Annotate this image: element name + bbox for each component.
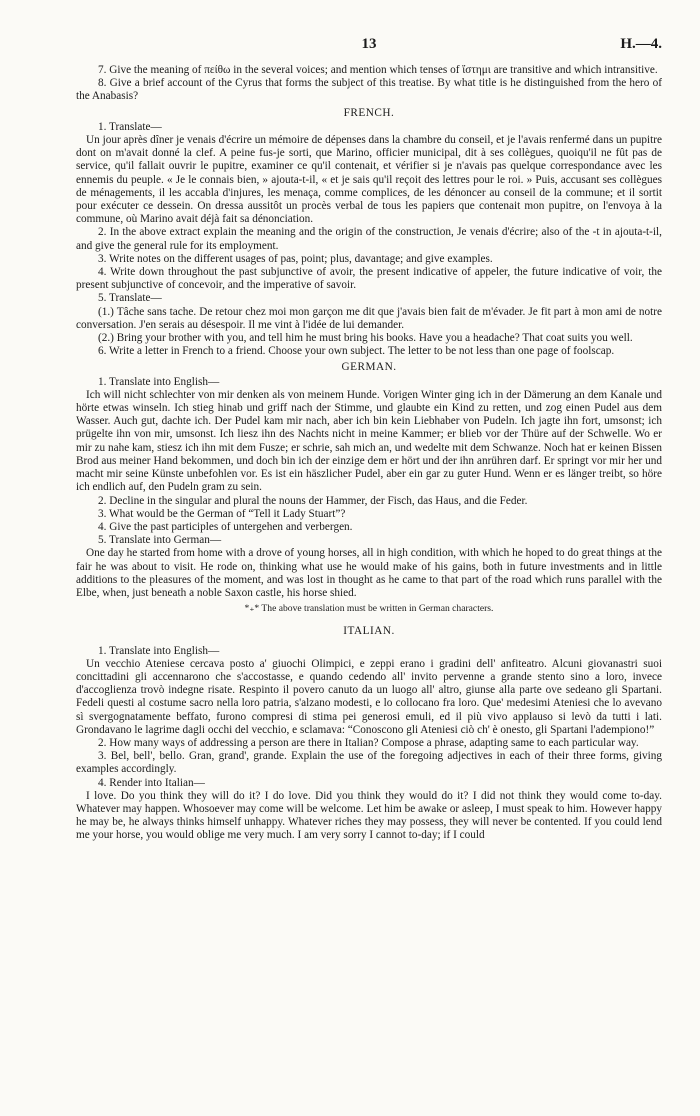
german-question-2: 2. Decline in the singular and plural the nouns der Hammer, der Fisch, das Haus, and die Feder.	[98, 494, 528, 507]
french-translate-2: (2.) Bring your brother with you, and tell him he must bring his books. Have you a headache? That coat suits you well.	[98, 332, 633, 345]
section-heading-italian: ITALIAN.	[343, 625, 395, 638]
german-question-4: 4. Give the past participles of untergehen and verbergen.	[98, 520, 353, 533]
french-question-6: 6. Write a letter in French to a friend. Choose your own subject. The letter to be not less than one page of foolscap.	[98, 345, 615, 358]
german-passage-2: One day he started from home with a drove of young horses, all in high condition, with which he hoped to do great things at the fair he was about to visit. He rode on, thinking what use he would make of his gains, both in future investments and in little additions to the pleasures of the moment, and was lost in thought as he came to that part of the road which runs parallel with the Elbe, when, just beneath a noble Saxon castle, his horse shied.	[76, 547, 662, 599]
french-question-5: 5. Translate—	[98, 292, 162, 305]
page-number: 13	[361, 36, 377, 52]
french-question-1: 1. Translate—	[98, 120, 162, 133]
italian-passage-2: I love. Do you think they will do it? I do love. Did you think they would do it? I did not think they would come to-day. Whatever may happen. Whosoever may come will be welcome. Let him be awake or asleep, I must speak to him. However happy he may be, he always thinks himself unhappy. Whatever riches they may possess, they will never be contented. If you could lend me your horse, you would oblige me very much. I am very sorry I cannot to-day; if I could	[76, 789, 662, 842]
italian-passage: Un vecchio Ateniese cercava posto a' giuochi Olimpici, e zeppi erano i gradini dell' anfiteatro. Alcuni giovanastri suoi concittadini gli accennarono che s'accostasse, e quando cedendo all' invito pervenne a grande stento sino a loro, invece d'accoglienza trovò indegne risate. Respinto il povero canuto da un luogo all' altro, giunse alla parte ove sedeano gli Spartani. Fedeli questi al costume sacro nella loro patria, s'alzano modesti, e lo collocano fra loro. Que' medesimi Ateniesi che lo avevano sì svergognatamente beffato, furono compresi di stima pei generosi emuli, ed il più vivo applauso si levò da tutti i lati. Grondavano le lagrime dagli occhi del vecchio, e sclamava: “Conoscono gli Ateniesi ciò ch' è onesto, gli Spartani l'adempiono!”	[76, 657, 662, 736]
french-question-4: 4. Write down throughout the past subjunctive of avoir, the present indicative of appeler, the future indicative of voir, the present subjunctive of concevoir, and the imperative of savoir.	[76, 266, 662, 292]
question-8: 8. Give a brief account of the Cyrus that forms the subject of this treatise. By what title is he distinguished from the hero of the Anabasis?	[76, 77, 662, 103]
french-question-2: 2. In the above extract explain the meaning and the origin of the construction, Je venais d'écrire; also of the -t in ajouta-t-il, and give the general rule for its employment.	[76, 226, 662, 252]
document-page	[76, 38, 662, 843]
german-note: *₊* The above translation must be written in German characters.	[244, 603, 494, 615]
german-question-3: 3. What would be the German of “Tell it Lady Stuart”?	[98, 507, 346, 520]
french-question-3: 3. Write notes on the different usages of pas, point; plus, davantage; and give examples.	[98, 252, 493, 265]
italian-question-4: 4. Render into Italian—	[98, 776, 205, 789]
italian-question-3: 3. Bel, bell', bello. Gran, grand', grande. Explain the use of the foregoing adjectives in each of their three forms, giving examples accordingly.	[76, 750, 662, 776]
german-question-1: 1. Translate into English—	[98, 375, 220, 388]
french-translate-1: (1.) Tâche sans tache. De retour chez moi mon garçon me dit que j'avais bien fait de m'évader. Je fit part à mon ami de notre conversation. J'en serais au désespoir. Il me vint à l'idée de lui demander.	[76, 305, 662, 331]
section-heading-french: FRENCH.	[343, 106, 395, 119]
page-header	[76, 38, 662, 64]
french-passage: Un jour après dîner je venais d'écrire un mémoire de dépenses dans la chambre du conseil, et je l'avais renfermé dans un pupitre dont on m'avait donné la clef. A peine fus-je sorti, que Marino, officier municipal, dit à ses collègues, quoiqu'il ne fût pas de service, qu'il fallait ouvrir le pupitre, examiner ce qu'il contenait, et vérifier si je n'avais pas quelque correspondance avec les ennemis du peuple. « Je le connais bien, » ajouta-t-il, « et je sais qu'il reçoit des lettres pour le roi. » Puis, accusant ses collègues de ménagements, il les accabla d'injures, les menaça, comme complices, de les dénoncer au conseil de la commune; et il sortit pour exécuter ce dessein. On dressa aussitôt un procès verbal de tous les papiers que contenait mon pupitre, on l'envoya à la commune, où Marino avait déjà fait sa dénonciation.	[76, 134, 662, 226]
german-question-5: 5. Translate into German—	[98, 534, 222, 547]
document-code: H.—4.	[620, 36, 662, 52]
italian-question-1: 1. Translate into English—	[98, 644, 220, 657]
german-passage: Ich will nicht schlechter von mir denken als von meinem Hunde. Vorigen Winter ging ich in der Dämerung an dem Kanale und hörte etwas winseln. Ich stieg hinab und griff nach der Stimme, und glaubte ein Kind zu retten, und zog einen Pudel aus dem Wasser. Auch gut, dachte ich. Der Pudel kam mir nach, aber ich bin kein Liebhaber von Pudeln. Ich jagte ihn fort, umsonst; ich prügelte ihn von mir, umsonst. Ich liesz ihn des Nachts nicht in meine Kammer; er blieb vor der Thüre auf der Schwelle. Wo er mir zu nahe kam, stiesz ich ihn mit dem Fusze; er schrie, sah mich an, und wedelte mit dem Schwanze. Noch hat er keinen Bissen Brod aus meiner Hand bekommen, und doch bin ich der einzige dem er hört und der ihn anrühren darf. Er springt vor mir her und macht mir seine Künste unbefohlen vor. Es ist ein häszlicher Pudel, aber ein gar zu guter Hund. Wenn er es länger treibt, so höre ich endlich auf, den Pudeln gram zu sein.	[76, 388, 662, 494]
italian-question-2: 2. How many ways of addressing a person are there in Italian? Compose a phrase, adapting same to each particular way.	[98, 736, 639, 749]
section-heading-german: GERMAN.	[341, 361, 397, 374]
question-7: 7. Give the meaning of πείθω in the several voices; and mention which tenses of ἵστημι are transitive and which intransitive.	[98, 64, 658, 76]
